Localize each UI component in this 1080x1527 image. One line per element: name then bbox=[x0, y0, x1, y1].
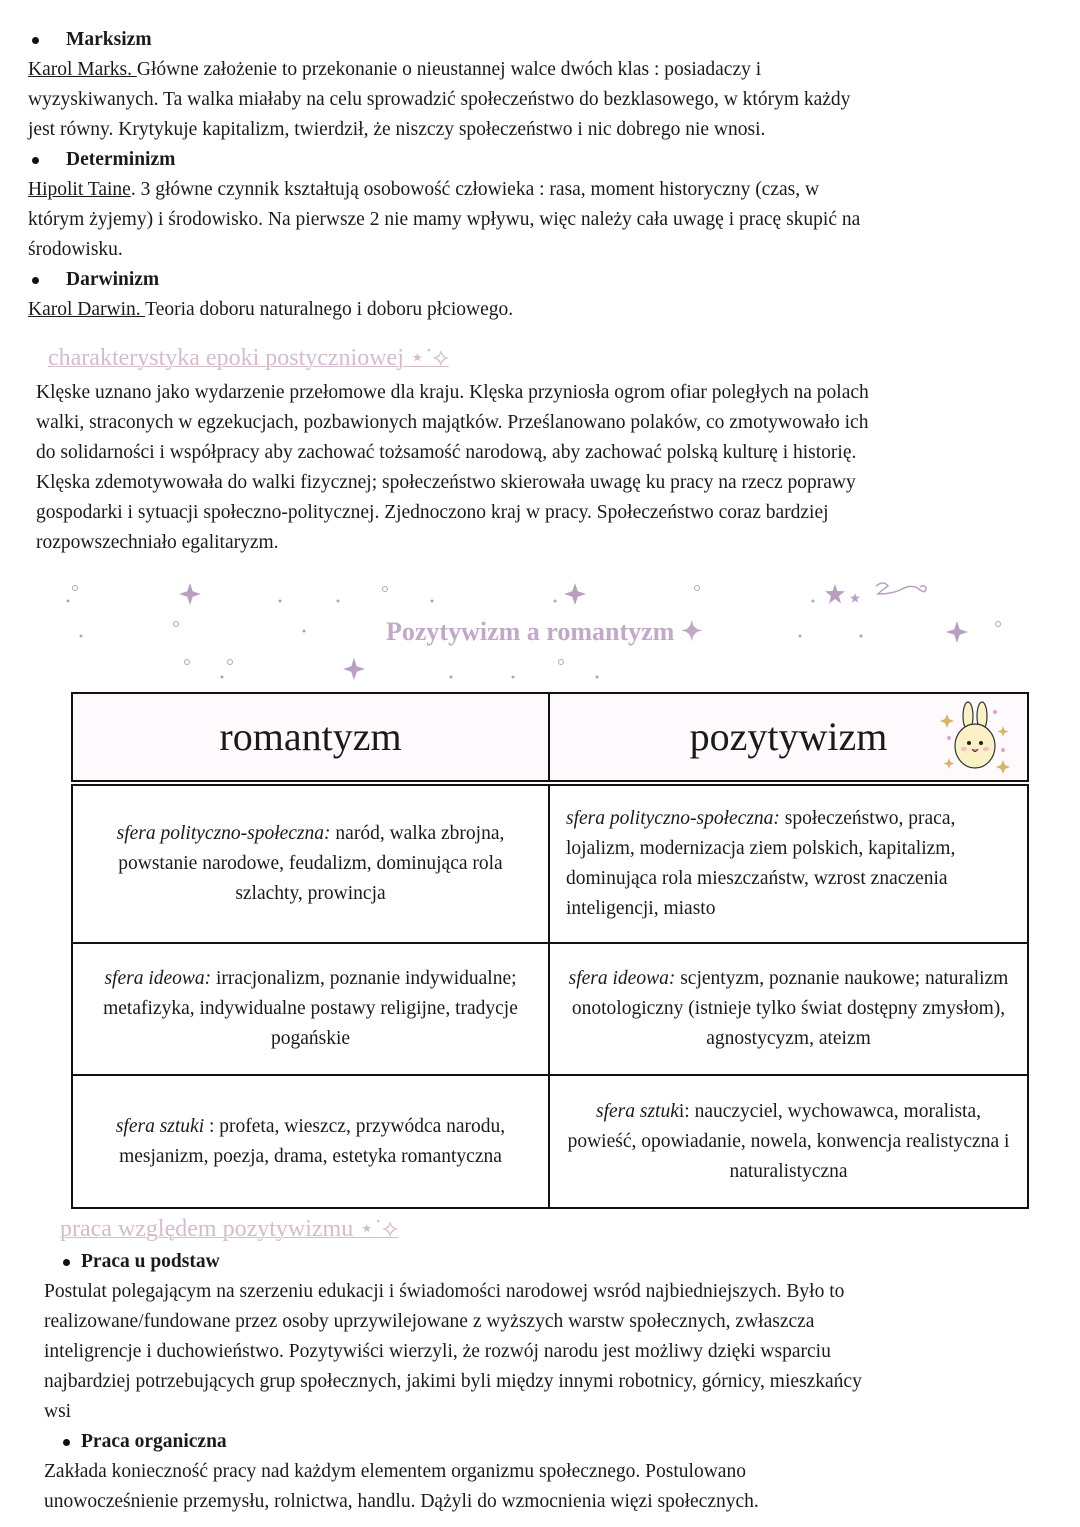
dot-icon bbox=[67, 600, 70, 603]
table-row bbox=[72, 1075, 1028, 1208]
sphere-text: scjentyzm, poznanie naukowe; naturalizm onotologiczny (istnieje tylko świat dostępny zmysłom), agnostycyzm, ateizm bbox=[571, 968, 1009, 1049]
text-line bbox=[28, 58, 761, 82]
text-line: walki, straconych w egzekucjach, pozbawionych majątków. Prześlanowano polaków, co zmotywowało ich bbox=[36, 412, 869, 433]
sphere-label: sfera polityczno-społeczna: bbox=[116, 823, 331, 844]
cell-pozytywizm bbox=[549, 1075, 1028, 1208]
dot-icon bbox=[279, 600, 282, 603]
sparkle-icon bbox=[564, 583, 586, 605]
line-text: Główne założenie to przekonanie o nieustannej walce dwóch klas : posiadaczy i bbox=[136, 59, 762, 80]
circle-icon bbox=[72, 585, 78, 591]
dot-icon bbox=[799, 635, 802, 638]
bunny-sticker-icon bbox=[935, 698, 1015, 778]
dot-icon bbox=[860, 635, 863, 638]
text-line: Zakłada konieczność pracy nad każdym elementem organizmu społecznego. Postulowano bbox=[44, 1461, 746, 1482]
author-name: Karol Darwin. bbox=[28, 299, 146, 320]
text-line bbox=[28, 238, 123, 262]
author-name: Hipolit Taine bbox=[28, 179, 131, 200]
bullet-icon bbox=[32, 277, 39, 284]
bullet-heading: Marksizm bbox=[66, 29, 152, 50]
bullet-icon bbox=[63, 1259, 70, 1266]
sphere-label: sfera sztuki bbox=[115, 1115, 205, 1137]
text-line: wsi bbox=[44, 1401, 72, 1422]
dot-icon bbox=[221, 676, 224, 679]
dot-icon bbox=[80, 635, 83, 638]
circle-icon bbox=[558, 659, 564, 665]
text-line bbox=[28, 208, 860, 232]
sparkle-icon bbox=[343, 658, 365, 680]
dot-icon bbox=[337, 600, 340, 603]
dot-icon bbox=[596, 676, 599, 679]
dot-icon bbox=[812, 600, 815, 603]
circle-icon bbox=[184, 659, 190, 665]
comparison-table bbox=[71, 692, 1029, 1209]
dot-icon bbox=[303, 630, 306, 633]
text-line: Klęska zdemotywowała do walki fizycznej; społeczeństwo skierowała uwagę ku pracy na rzecz poprawy bbox=[36, 472, 856, 493]
text-line: unowocześnienie przemysłu, rolnictwa, handlu. Dążyli do wzmocnienia więzi społecznych. bbox=[44, 1491, 759, 1512]
sphere-label: sfera ideowa: bbox=[568, 968, 676, 989]
star-icon bbox=[850, 593, 860, 603]
text-line: realizowane/fundowane przez osoby uprzywilejowane z wyższych warstw społecznych, zwłaszcza bbox=[44, 1311, 815, 1332]
bullet-heading: Praca organiczna bbox=[81, 1431, 227, 1452]
line-text: środowisku. bbox=[28, 239, 123, 260]
text-line bbox=[28, 118, 765, 142]
bullet-icon bbox=[32, 37, 39, 44]
star-icon bbox=[825, 584, 845, 604]
dot-icon bbox=[554, 600, 557, 603]
sphere-text: naród, walka zbrojna, powstanie narodowe, feudalizm, dominująca rola szlachty, prowincja bbox=[118, 823, 505, 904]
header-pozytywizm-label: pozytywizm bbox=[689, 714, 888, 759]
text-line: Klęske uznano jako wydarzenie przełomowe dla kraju. Klęska przyniosła ogrom ofiar poległych na polach bbox=[36, 382, 869, 403]
author-name: Karol Marks. bbox=[28, 59, 137, 80]
circle-icon bbox=[227, 659, 233, 665]
text-line bbox=[28, 178, 819, 202]
text-line: inteligrencje i duchowieństwo. Pozytywiści wierzyli, że rozwój narodu jest możliwy dzięki wsparciu bbox=[44, 1341, 831, 1362]
circle-icon bbox=[995, 621, 1001, 627]
text-line bbox=[28, 88, 850, 112]
line-text: którym żyjemy) i środowisko. Na pierwsze 2 nie mamy wpływu, więc należy cała uwagę i pracę skupić na bbox=[28, 209, 861, 230]
bullet-heading: Praca u podstaw bbox=[81, 1251, 220, 1272]
sparkle-icon bbox=[179, 583, 201, 605]
heading-postyczniowa: charakterystyka epoki postyczniowej ⋆˙⟡ bbox=[48, 345, 449, 371]
cell-pozytywizm bbox=[549, 943, 1028, 1075]
dot-icon bbox=[431, 600, 434, 603]
cell-romantyzm bbox=[72, 1075, 549, 1208]
sphere-label: sfera sztuk bbox=[595, 1100, 679, 1122]
line-text: . 3 główne czynnik kształtują osobowość człowieka : rasa, moment historyczny (czas, w bbox=[130, 179, 820, 200]
line-text: Teoria doboru naturalnego i doboru płciowego. bbox=[145, 299, 514, 320]
comparison-title: Pozytywizm a romantyzm ✦ bbox=[386, 617, 703, 646]
swirl-icon bbox=[874, 580, 930, 600]
text-line: do solidarności i współpracy aby zachować tożsamość narodową, aby zachować polską kulturę i historię. bbox=[36, 442, 857, 463]
sparkle-icon bbox=[946, 621, 968, 643]
sphere-text: : profeta, wieszcz, przywódca narodu, mesjanizm, poezja, drama, estetyka romantyczna bbox=[119, 1115, 506, 1167]
line-text: wyzyskiwanych. Ta walka miałaby na celu sprowadzić społeczeństwo do bezklasowego, w którym każdy bbox=[28, 89, 851, 110]
bullet-icon bbox=[63, 1439, 70, 1446]
text-line: najbardziej potrzebujących grup społecznych, jakimi byli między innymi robotnicy, górnicy, mieszkańcy bbox=[44, 1371, 862, 1392]
circle-icon bbox=[382, 586, 388, 592]
header-pozytywizm bbox=[549, 693, 1028, 783]
header-romantyzm: romantyzm bbox=[72, 693, 549, 783]
heading-praca: praca względem pozytywizmu ⋆˙⟡ bbox=[60, 1216, 399, 1242]
sphere-text: społeczeństwo, praca, lojalizm, modernizacja ziem polskich, kapitalizm, dominująca rola mieszczaństw, wzrost znaczenia inteligencji, miasto bbox=[566, 808, 956, 919]
sphere-label: sfera polityczno-społeczna: bbox=[566, 808, 780, 829]
bullet-heading: Darwinizm bbox=[66, 269, 160, 290]
table-row bbox=[72, 783, 1028, 943]
bullet-icon bbox=[32, 157, 39, 164]
dot-icon bbox=[512, 676, 515, 679]
sphere-label: sfera ideowa: bbox=[104, 968, 212, 989]
text-line: gospodarki i sytuacji społeczno-politycznej. Zjednoczono kraj w pracy. Społeczeństwo coraz bardziej bbox=[36, 502, 829, 523]
circle-icon bbox=[173, 621, 179, 627]
sphere-text: irracjonalizm, poznanie indywidualne; metafizyka, indywidualne postawy religijne, tradycje pogańskie bbox=[103, 968, 518, 1049]
sphere-text: i: nauczyciel, wychowawca, moralista, powieść, opowiadanie, nowela, konwencja realistyczna i naturalistyczna bbox=[567, 1100, 1010, 1182]
text-line: rozpowszechniało egalitaryzm. bbox=[36, 532, 279, 553]
circle-icon bbox=[694, 585, 700, 591]
dot-icon bbox=[450, 676, 453, 679]
text-line: Postulat polegającym na szerzeniu edukacji i świadomości narodowej wsród najbiedniejszych. Było to bbox=[44, 1281, 845, 1302]
text-line bbox=[28, 298, 513, 322]
table-row bbox=[72, 943, 1028, 1075]
line-text: jest równy. Krytykuje kapitalizm, twierdził, że niszczy społeczeństwo i nic dobrego nie wnosi. bbox=[28, 119, 766, 140]
cell-romantyzm bbox=[72, 943, 549, 1075]
cell-pozytywizm bbox=[549, 783, 1028, 943]
cell-romantyzm bbox=[72, 783, 549, 943]
bullet-heading: Determinizm bbox=[66, 149, 176, 170]
